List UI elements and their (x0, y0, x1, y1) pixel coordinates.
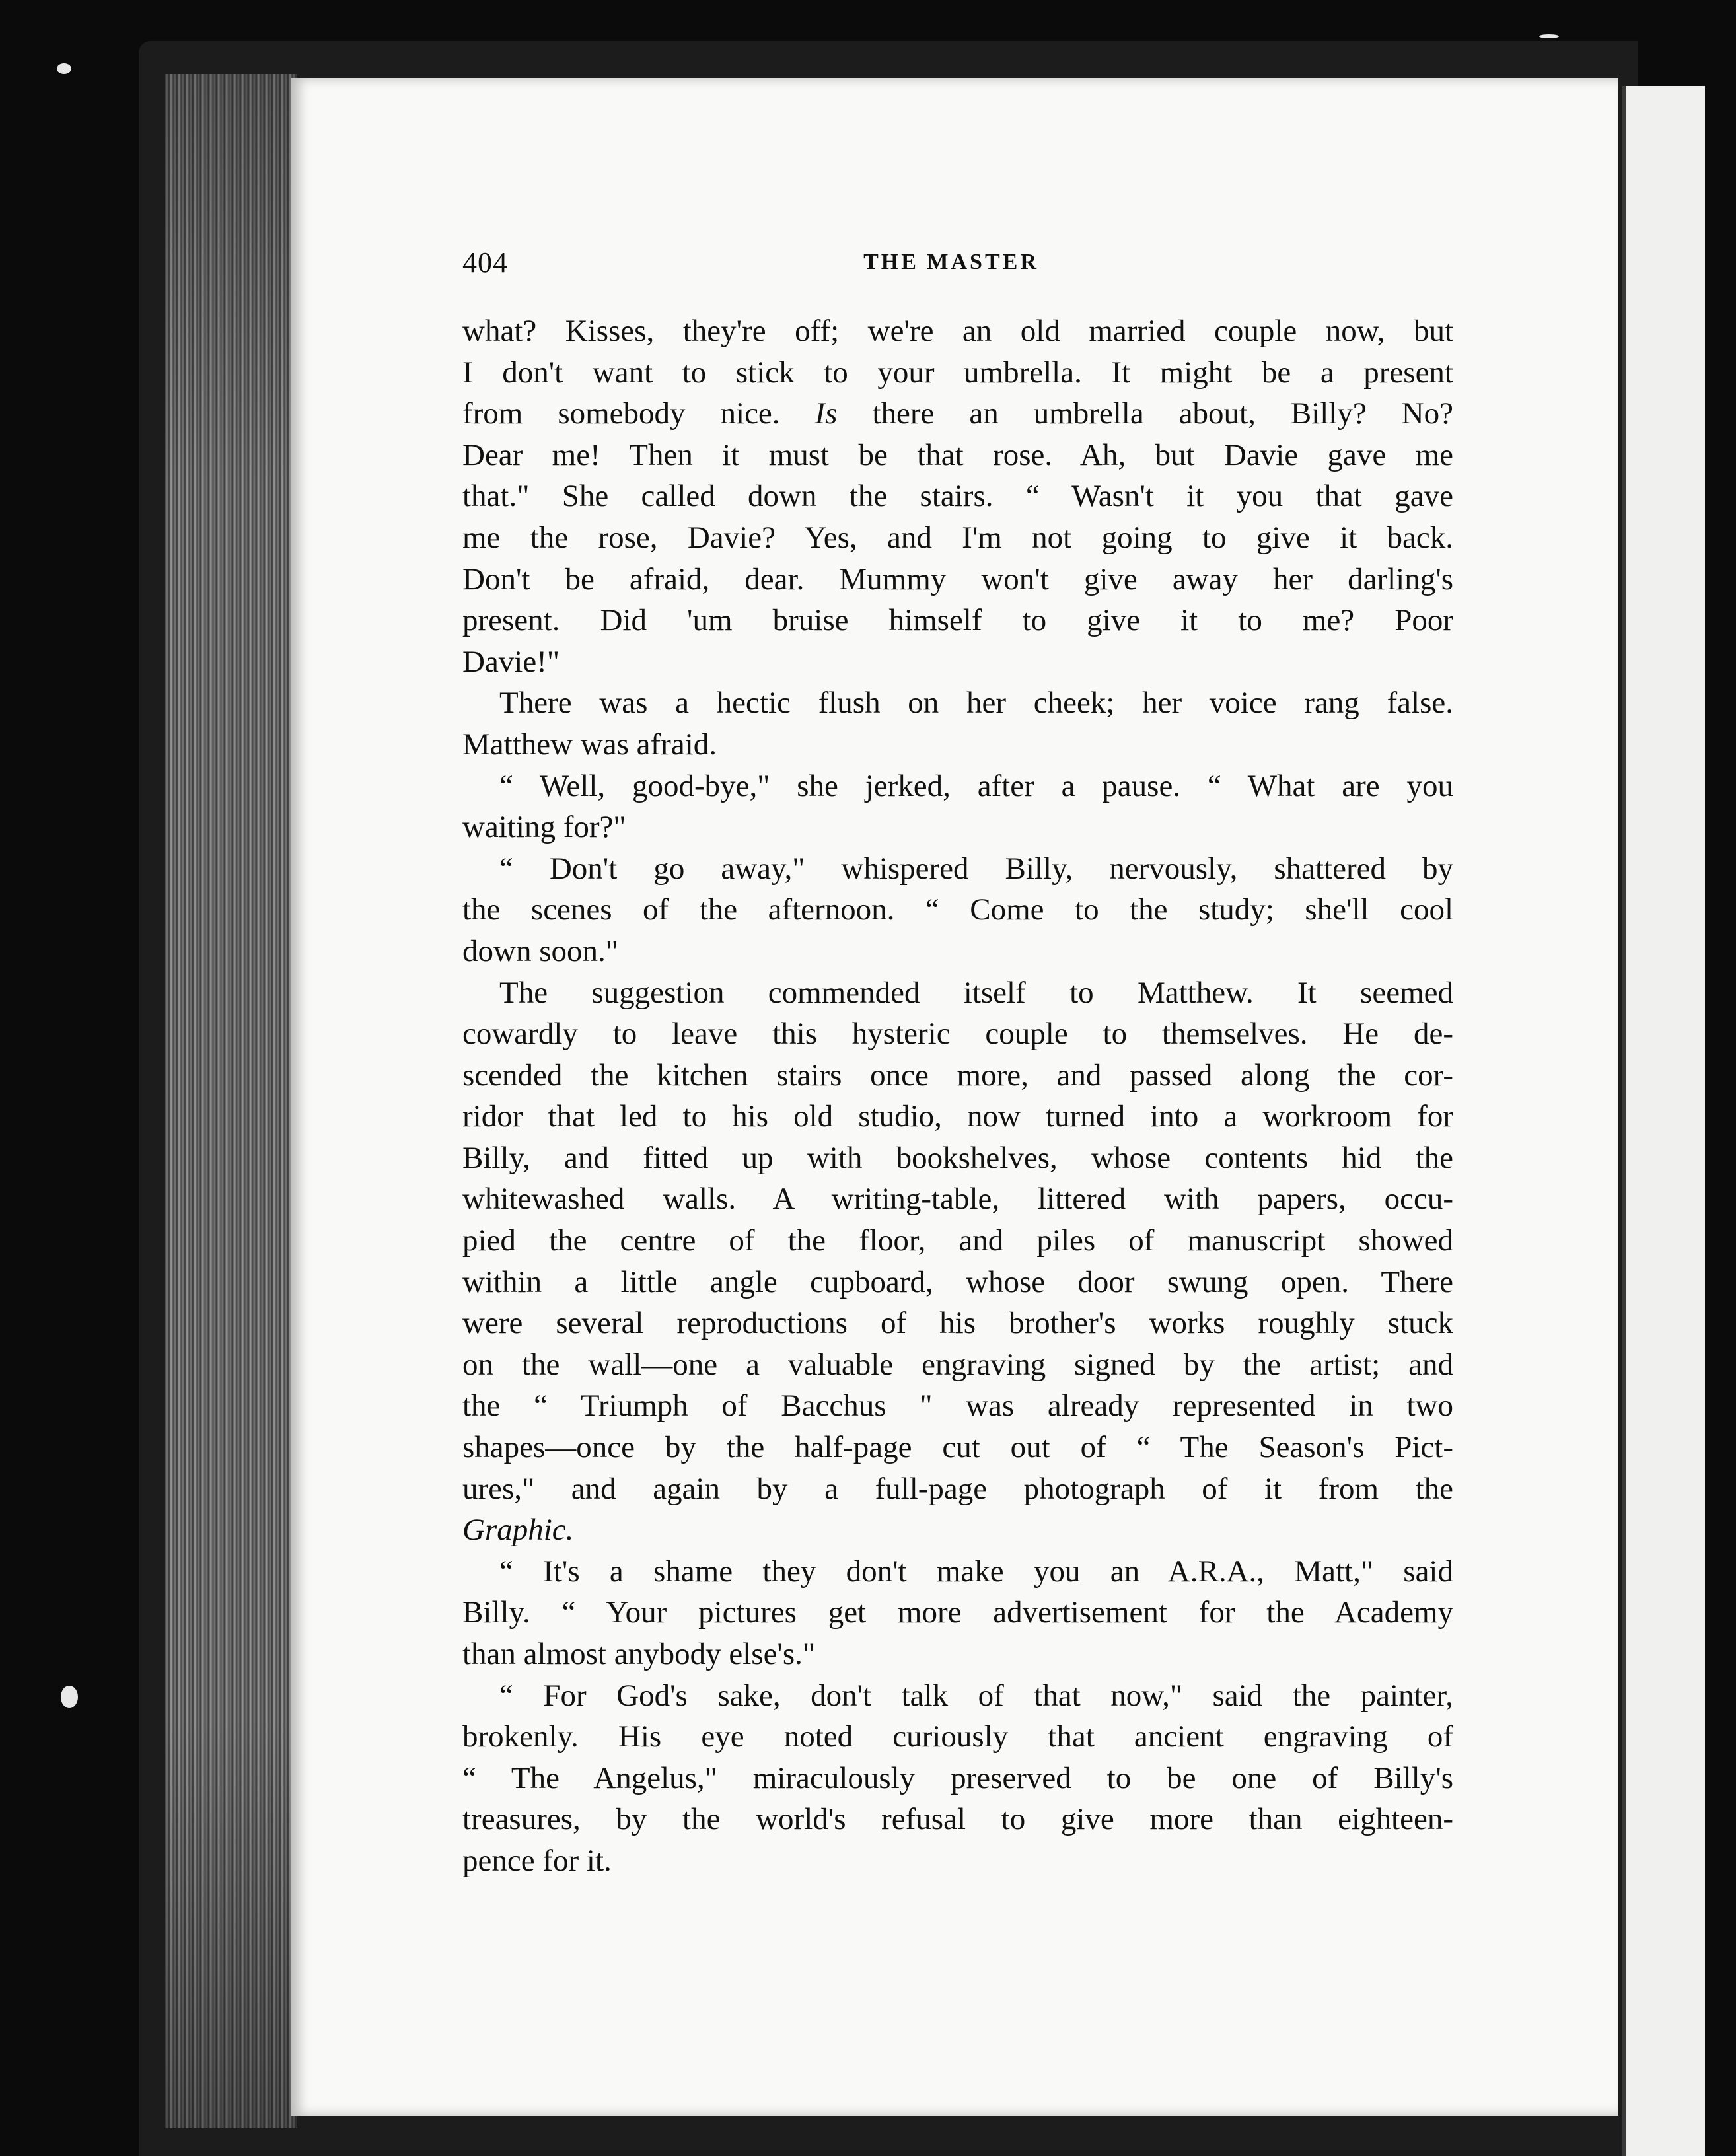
text-line: pied the centre of the floor, and piles of manuscript showed (462, 1223, 1453, 1258)
text-line: “ For God's sake, don't talk of that now," said the painter, (499, 1678, 1453, 1713)
text-line: The suggestion commended itself to Matthew. It seemed (499, 975, 1453, 1010)
text-line: “ Well, good-bye," she jerked, after a pause. “ What are you (499, 768, 1453, 803)
text-line: Matthew was afraid. (462, 727, 717, 762)
text-line: There was a hectic flush on her cheek; her voice rang false. (499, 686, 1453, 721)
running-head (462, 246, 1440, 285)
text-line: down soon." (462, 933, 618, 968)
text-line: ures," and again by a full-page photograph of it from the (462, 1471, 1453, 1506)
text-line: whitewashed walls. A writing-table, littered with papers, occu- (462, 1182, 1453, 1217)
text-run: there an umbrella about, Billy? No? (837, 396, 1453, 431)
text-line: “ The Angelus," miraculously preserved to be one of Billy's (462, 1760, 1453, 1795)
scan-speck (57, 63, 71, 74)
body-text (462, 310, 1453, 1882)
page-edges (165, 74, 297, 2128)
text-line: brokenly. His eye noted curiously that ancient engraving of (462, 1719, 1453, 1754)
text-line (462, 393, 1453, 435)
italic-run: Graphic. (462, 1513, 574, 1548)
text-line: on the wall—one a valuable engraving signed by the artist; and (462, 1347, 1453, 1382)
text-run: from somebody nice. (462, 396, 815, 431)
text-line: Don't be afraid, dear. Mummy won't give away her darling's (462, 561, 1453, 596)
text-line: what? Kisses, they're off; we're an old married couple now, but (462, 314, 1453, 348)
text-line: Billy, and fitted up with bookshelves, whose contents hid the (462, 1140, 1453, 1175)
text-line: I don't want to stick to your umbrella. It might be a present (462, 355, 1453, 390)
scan-speck (1539, 34, 1559, 38)
text-line: me the rose, Davie? Yes, and I'm not going to give it back. (462, 520, 1453, 555)
scan-speck (61, 1686, 78, 1708)
text-line: Davie!" (462, 644, 560, 679)
page-number: 404 (462, 246, 508, 279)
text-line: the “ Triumph of Bacchus " was already represented in two (462, 1388, 1453, 1423)
text-line: the scenes of the afternoon. “ Come to the study; she'll cool (462, 892, 1453, 927)
text-line: Dear me! Then it must be that rose. Ah, but Davie gave me (462, 437, 1453, 472)
text-line: “ It's a shame they don't make you an A.R.A., Matt," said (499, 1554, 1453, 1589)
facing-page-edge (1622, 86, 1705, 2156)
text-line: present. Did 'um bruise himself to give it to me? Poor (462, 603, 1453, 638)
text-line: treasures, by the world's refusal to give more than eighteen- (462, 1802, 1453, 1837)
italic-run: Is (814, 396, 838, 431)
text-line: than almost anybody else's." (462, 1637, 816, 1671)
text-line: Billy. “ Your pictures get more advertisement for the Academy (462, 1595, 1453, 1630)
running-title: THE MASTER (863, 250, 1039, 274)
text-line: waiting for?" (462, 810, 626, 845)
text-line: ridor that led to his old studio, now turned into a workroom for (462, 1099, 1453, 1134)
text-line: shapes—once by the half-page cut out of “ The Season's Pict- (462, 1430, 1453, 1465)
text-line: within a little angle cupboard, whose door swung open. There (462, 1264, 1453, 1299)
text-line: cowardly to leave this hysteric couple to themselves. He de- (462, 1017, 1453, 1052)
text-line: pence for it. (462, 1843, 612, 1878)
text-line: were several reproductions of his brother's works roughly stuck (462, 1306, 1453, 1341)
text-line: “ Don't go away," whispered Billy, nervously, shattered by (499, 851, 1453, 886)
text-line (462, 1509, 1453, 1551)
text-line: that." She called down the stairs. “ Wasn't it you that gave (462, 479, 1453, 514)
text-line: scended the kitchen stairs once more, and passed along the cor- (462, 1058, 1453, 1093)
